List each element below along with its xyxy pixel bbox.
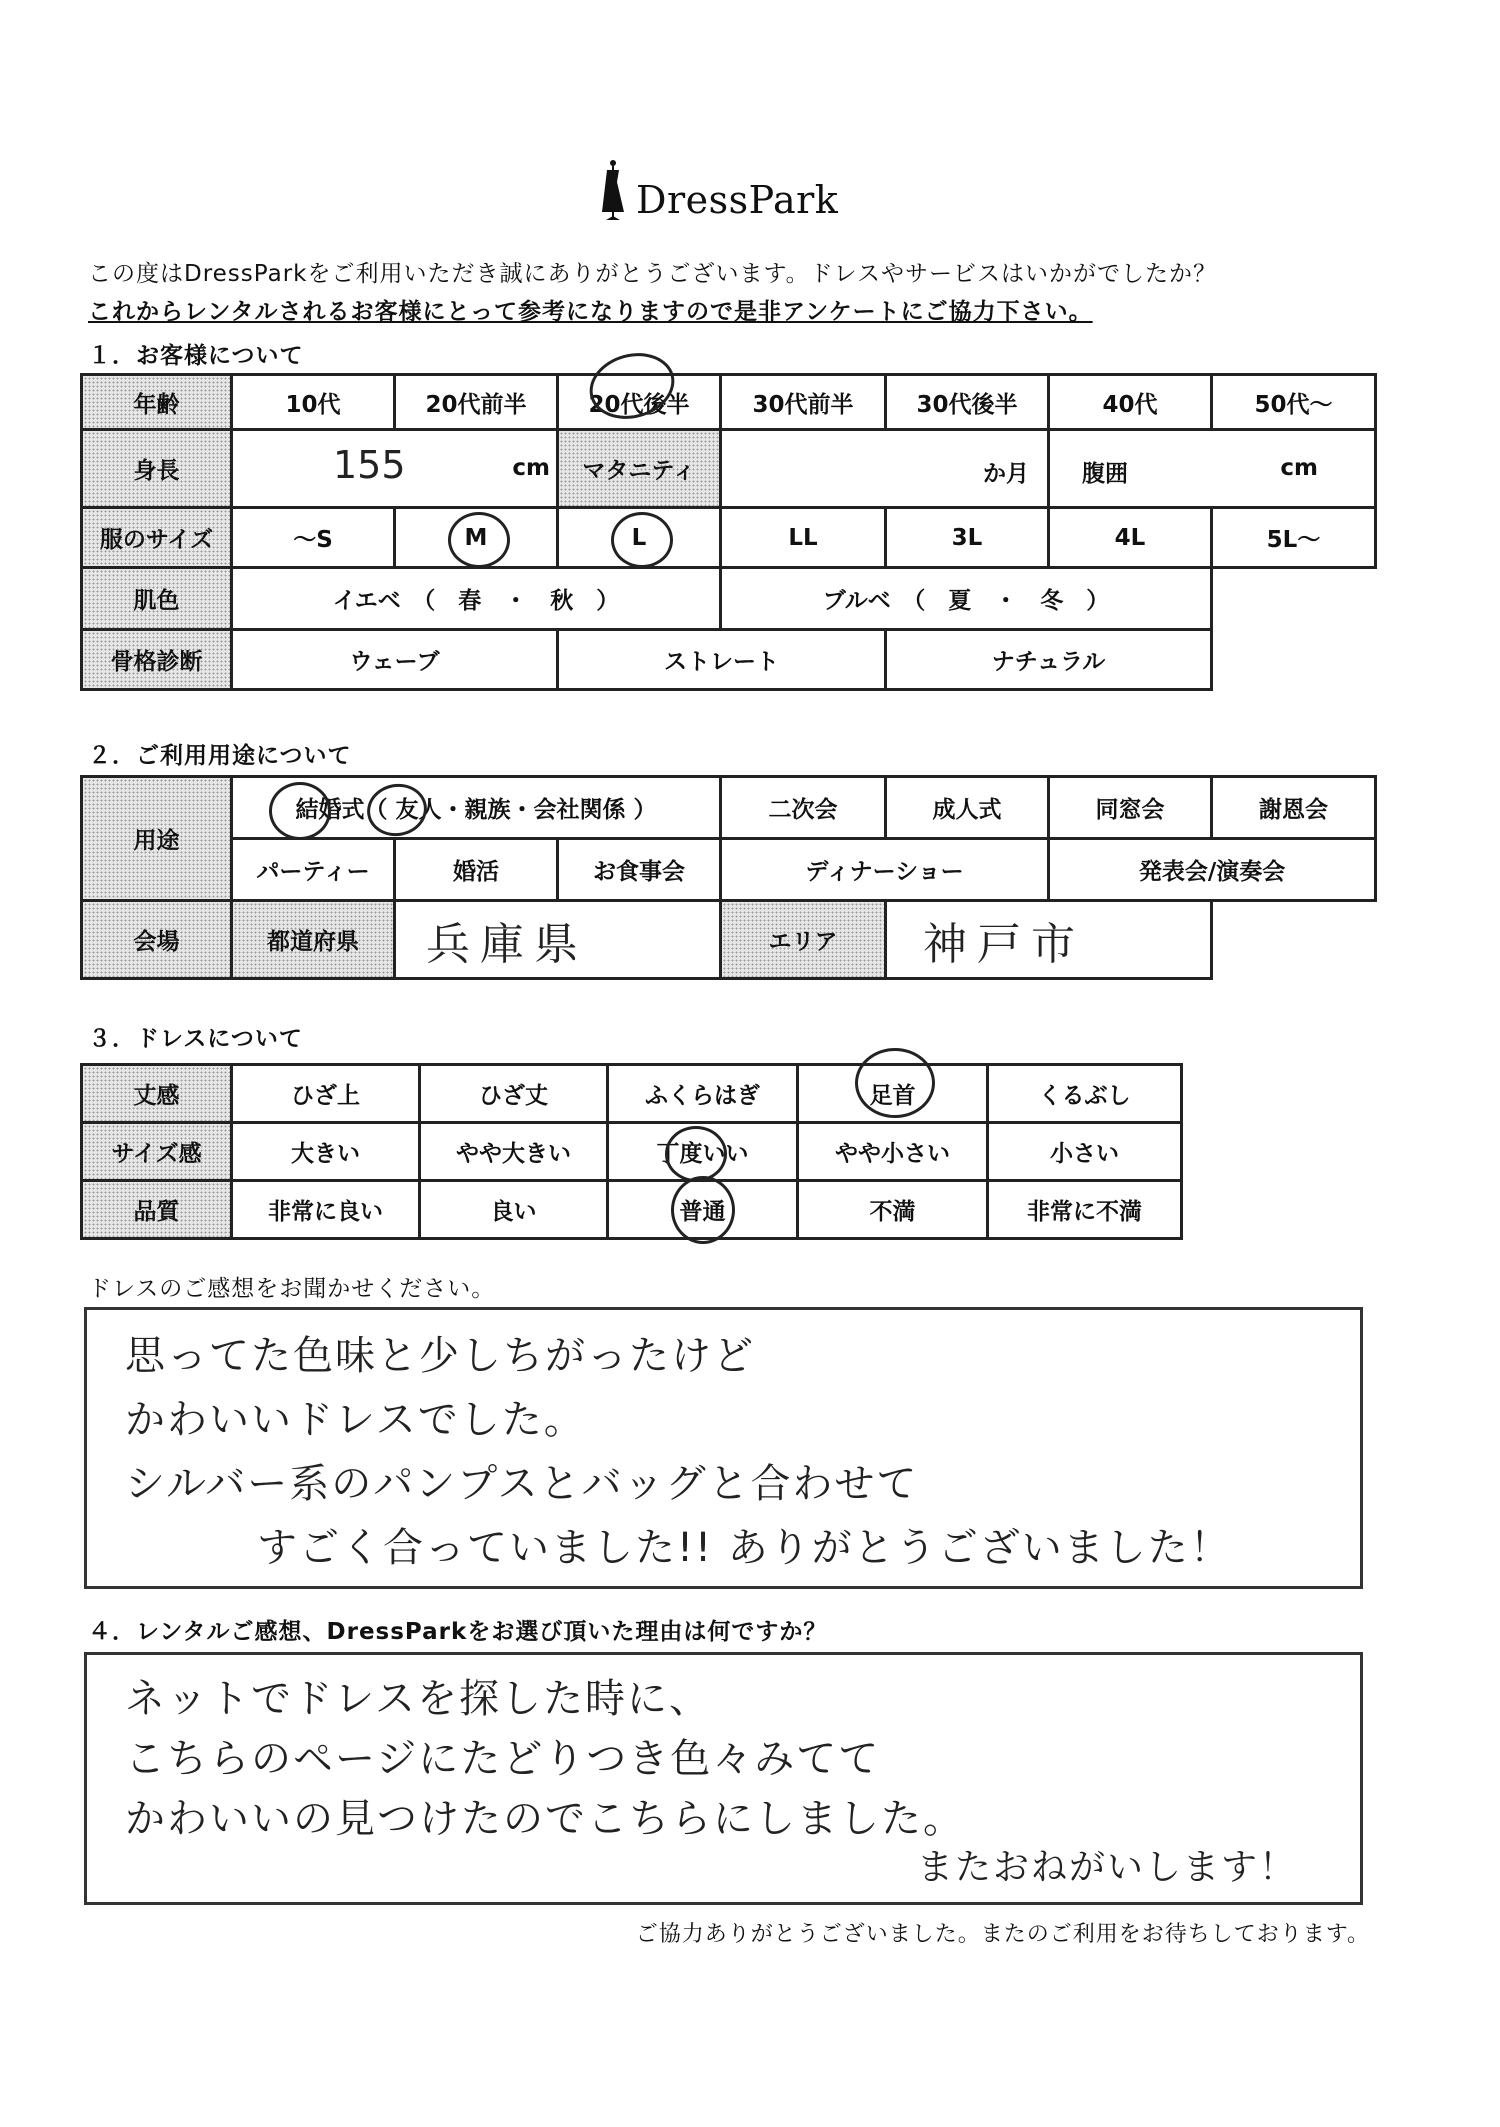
reason-line: ネットでドレスを探した時に、	[125, 1676, 711, 1722]
size-option-ll[interactable]: LL	[721, 508, 886, 568]
usage-option-wedding-label: 結婚式（ 友人・親族・会社関係 ）	[295, 797, 657, 823]
section4-title: ４．レンタルご感想、DressParkをお選び頂いた理由は何ですか？	[88, 1619, 828, 1645]
usage-option-afterparty[interactable]: 二次会	[721, 777, 886, 839]
impressions-textarea[interactable]	[84, 1307, 1363, 1589]
length-option-ankle-label: 足首	[869, 1083, 916, 1109]
section2-title: ２．ご利用用途について	[88, 743, 352, 769]
size-option-s[interactable]: ～S	[232, 508, 395, 568]
prefecture-field[interactable]	[395, 901, 721, 979]
quality-label: 品質	[82, 1181, 232, 1239]
size-label: 服のサイズ	[82, 508, 232, 568]
usage-option-recital[interactable]: 発表会/演奏会	[1049, 839, 1376, 901]
waist-label: 腹囲	[1082, 461, 1128, 487]
area-value: 神戸市	[923, 918, 1086, 970]
quality-option-good[interactable]: 良い	[420, 1181, 608, 1239]
logo-text: DressPark	[636, 178, 839, 222]
fit-option-small[interactable]: 小さい	[988, 1123, 1182, 1181]
impressions-title: ドレスのご感想をお聞かせください。	[88, 1276, 496, 1302]
size-option-5l[interactable]: 5L～	[1212, 508, 1376, 568]
impression-line: かわいいドレスでした。	[125, 1397, 586, 1443]
area-label: エリア	[721, 901, 886, 979]
maternity-field[interactable]	[721, 430, 1049, 508]
length-option-above-knee[interactable]: ひざ上	[232, 1065, 420, 1123]
height-unit: cm	[512, 455, 550, 481]
prefecture-value: 兵庫県	[426, 918, 588, 970]
size-option-4l[interactable]: 4L	[1049, 508, 1212, 568]
height-value: 155	[333, 443, 406, 487]
age-option-50s[interactable]: 50代～	[1212, 375, 1376, 430]
waist-unit: cm	[1280, 455, 1318, 481]
reason-line: こちらのページにたどりつき色々みてて	[125, 1736, 881, 1782]
fit-option-just-right[interactable]	[608, 1123, 798, 1181]
quality-option-very-good[interactable]: 非常に良い	[232, 1181, 420, 1239]
size-option-l-label: L	[631, 524, 647, 551]
skin-label: 肌色	[82, 568, 232, 630]
length-option-calf[interactable]: ふくらはぎ	[608, 1065, 798, 1123]
fit-option-slightly-big[interactable]: やや大きい	[420, 1123, 608, 1181]
age-option-late20s-label: 20代後半	[588, 391, 690, 418]
quality-option-very-unsatisfied[interactable]: 非常に不満	[988, 1181, 1182, 1239]
usage-option-konkatsu[interactable]: 婚活	[395, 839, 558, 901]
usage-option-reunion[interactable]: 同窓会	[1049, 777, 1212, 839]
length-option-ankle[interactable]	[798, 1065, 988, 1123]
length-option-below-ankle[interactable]: くるぶし	[988, 1065, 1182, 1123]
quality-option-normal-label: 普通	[679, 1199, 726, 1225]
reason-textarea[interactable]	[84, 1652, 1363, 1905]
section3-title: ３．ドレスについて	[88, 1026, 303, 1052]
fit-option-big[interactable]: 大きい	[232, 1123, 420, 1181]
age-option-late30s[interactable]: 30代後半	[886, 375, 1049, 430]
intro-request-text: これからレンタルされるお客様にとって参考になりますので是非アンケートにご協力下さい。	[88, 299, 1093, 325]
waist-field[interactable]	[1049, 430, 1376, 508]
age-option-late20s[interactable]	[558, 375, 721, 430]
usage-option-thanks-party[interactable]: 謝恩会	[1212, 777, 1376, 839]
age-option-early20s[interactable]: 20代前半	[395, 375, 558, 430]
length-option-knee[interactable]: ひざ丈	[420, 1065, 608, 1123]
prefecture-label: 都道府県	[232, 901, 395, 979]
frame-option-straight[interactable]: ストレート	[558, 630, 886, 690]
age-label: 年齢	[82, 375, 232, 430]
height-field[interactable]	[232, 430, 558, 508]
area-field[interactable]	[886, 901, 1212, 979]
section1-title: １．お客様について	[88, 343, 304, 369]
quality-option-unsatisfied[interactable]: 不満	[798, 1181, 988, 1239]
impression-line: すごく合っていました!! ありがとうございました！	[257, 1525, 1232, 1571]
reason-line: またおねがいします！	[917, 1847, 1298, 1888]
reason-line: かわいいの見つけたのでこちらにしました。	[125, 1796, 965, 1842]
usage-option-wedding[interactable]	[232, 777, 721, 839]
usage-table	[80, 775, 1377, 980]
height-label: 身長	[82, 430, 232, 508]
length-label: 丈感	[82, 1065, 232, 1123]
age-option-10s[interactable]: 10代	[232, 375, 395, 430]
impression-line: シルバー系のパンプスとバッグと合わせて	[125, 1461, 919, 1507]
customer-info-table	[80, 373, 1377, 691]
frame-option-wave[interactable]: ウェーブ	[232, 630, 558, 690]
intro-text: この度はDressParkをご利用いただき誠にありがとうございます。ドレスやサービスはいかがでしたか？	[88, 261, 1217, 287]
size-option-m-label: M	[464, 524, 488, 551]
frame-option-natural[interactable]: ナチュラル	[886, 630, 1212, 690]
age-option-early30s[interactable]: 30代前半	[721, 375, 886, 430]
age-option-40s[interactable]: 40代	[1049, 375, 1212, 430]
usage-label: 用途	[82, 777, 232, 901]
fit-option-just-right-label: 丁度いい	[656, 1141, 749, 1167]
dress-table	[80, 1063, 1183, 1240]
dress-mannequin-icon	[600, 158, 626, 222]
impression-line: 思ってた色味と少しちがったけど	[125, 1333, 755, 1379]
quality-option-normal[interactable]	[608, 1181, 798, 1239]
maternity-unit: か月	[983, 461, 1029, 487]
maternity-label: マタニティ	[558, 430, 721, 508]
size-option-m[interactable]	[395, 508, 558, 568]
skin-option-yellow[interactable]: イエベ （ 春 ・ 秋 ）	[232, 568, 721, 630]
dresspark-logo	[600, 158, 838, 222]
size-option-l[interactable]	[558, 508, 721, 568]
fit-option-slightly-small[interactable]: やや小さい	[798, 1123, 988, 1181]
venue-label: 会場	[82, 901, 232, 979]
usage-option-party[interactable]: パーティー	[232, 839, 395, 901]
usage-option-coming-of-age[interactable]: 成人式	[886, 777, 1049, 839]
fit-label: サイズ感	[82, 1123, 232, 1181]
skin-option-blue[interactable]: ブルベ （ 夏 ・ 冬 ）	[721, 568, 1212, 630]
footer-thanks: ご協力ありがとうございました。またのご利用をお待ちしております。	[635, 1922, 1370, 1947]
frame-label: 骨格診断	[82, 630, 232, 690]
usage-option-dinner-show[interactable]: ディナーショー	[721, 839, 1049, 901]
usage-option-dinner[interactable]: お食事会	[558, 839, 721, 901]
size-option-3l[interactable]: 3L	[886, 508, 1049, 568]
